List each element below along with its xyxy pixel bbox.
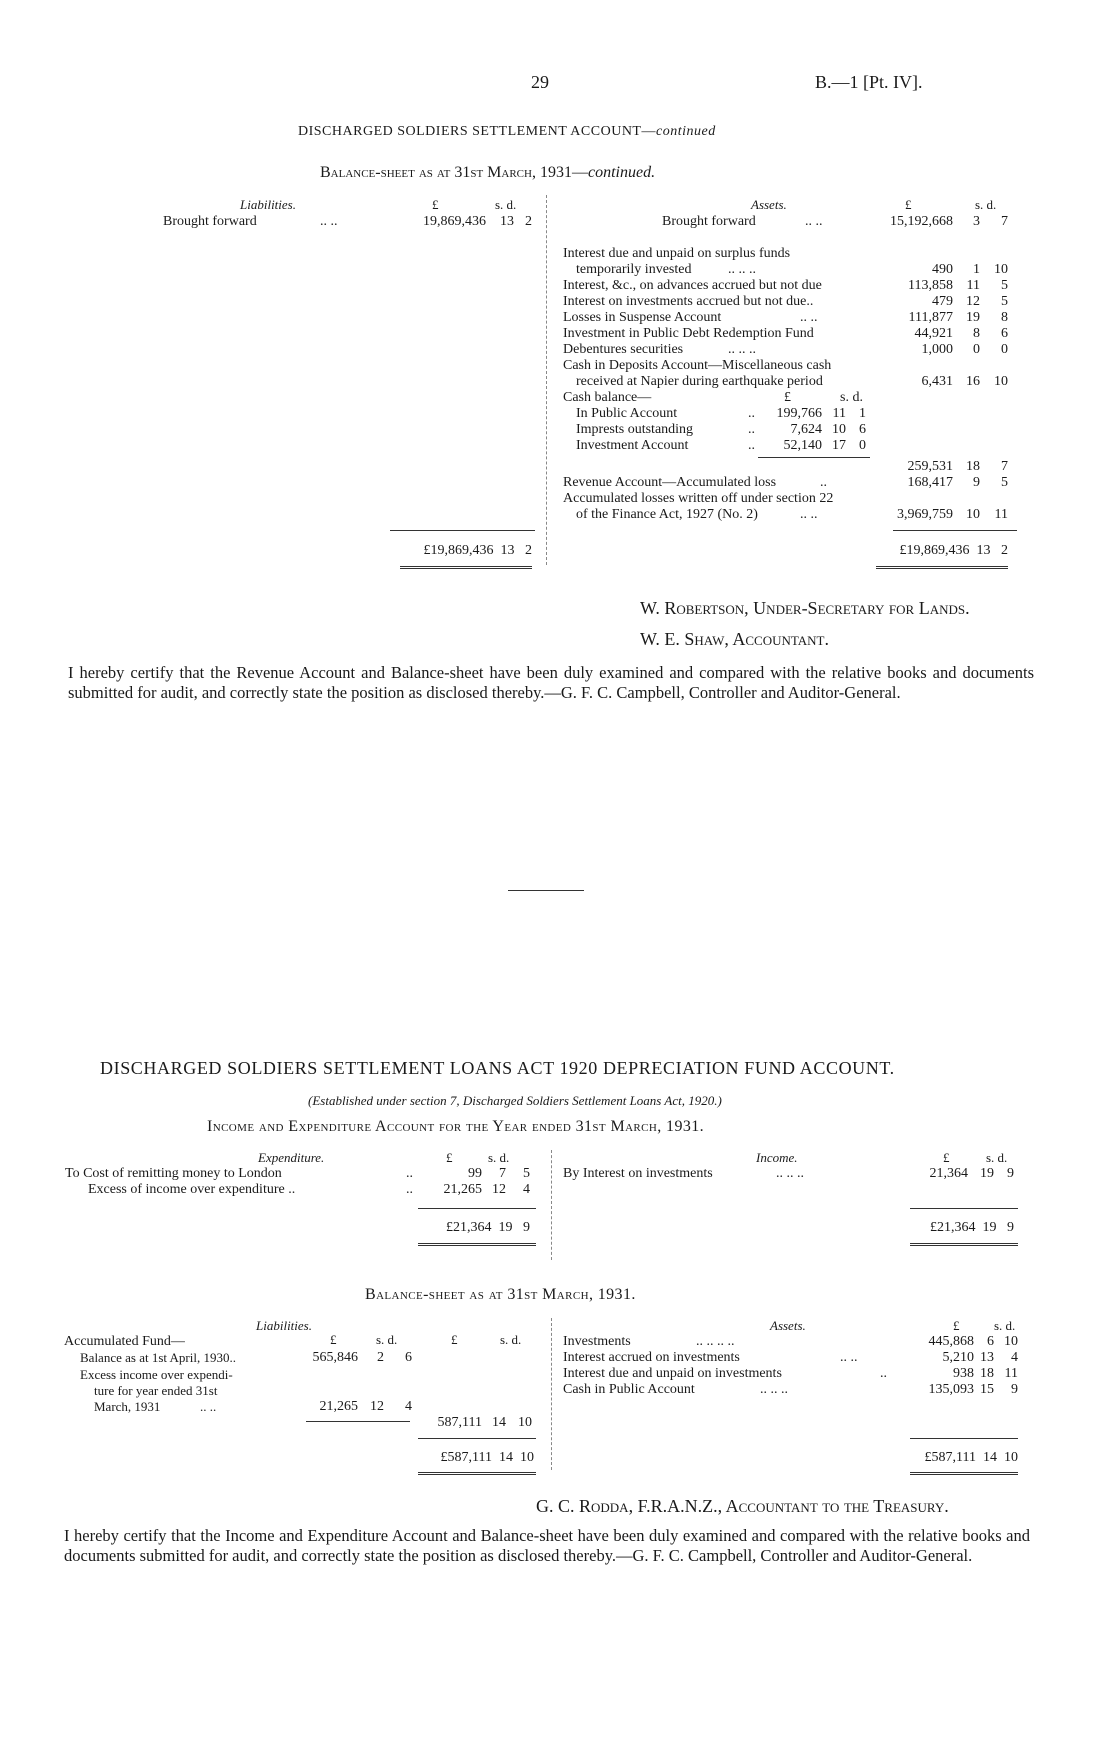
cash-item-s: 17 — [832, 438, 846, 453]
col-sd: s. d. — [975, 197, 997, 212]
asset-d: 11 — [1004, 1366, 1018, 1381]
balance-amount: 565,846 — [312, 1350, 358, 1365]
asset-label: Interest due and unpaid on surplus funds — [563, 246, 791, 261]
asset-label: Investment in Public Debt Redemption Fund — [563, 326, 814, 341]
asset-d: 10 — [994, 374, 1008, 389]
asset-label: Cash in Deposits Account—Miscellaneous cash — [563, 358, 832, 373]
cash-item-amount: 199,766 — [776, 406, 822, 421]
expenditure-total: £21,364 19 9 — [446, 1220, 530, 1235]
assets-total: £587,111 14 10 — [924, 1450, 1018, 1465]
asset-d: 9 — [1011, 1382, 1018, 1397]
asset-label: temporarily invested — [576, 262, 692, 277]
section1-title: DISCHARGED SOLDIERS SETTLEMENT ACCOUNT—continued — [298, 124, 716, 139]
cash-sd-heading: s. d. — [840, 390, 863, 405]
cash-item-label: In Public Account — [576, 406, 678, 421]
liabilities-heading: Liabilities. — [240, 197, 296, 212]
double-rule — [418, 1472, 536, 1475]
double-rule — [400, 566, 532, 569]
asset-amount: 15,192,668 — [890, 214, 953, 229]
dots: .. .. — [320, 214, 338, 229]
col-pound: £ — [330, 1332, 337, 1347]
asset-d: 4 — [1011, 1350, 1018, 1365]
certificate-2: I hereby certify that the Income and Expenditure Account and Balance-sheet have been duly examined and compared with the relative books and documents submitted for audit, and correctly state the position as disclosed thereby.—G. F. C. Campbell, Controller and Auditor-General. — [64, 1526, 1030, 1565]
asset-amount: 5,210 — [942, 1350, 974, 1365]
asset-amount: 111,877 — [908, 310, 953, 325]
accumulated-s: 10 — [966, 507, 980, 522]
section2-title: DISCHARGED SOLDIERS SETTLEMENT LOANS ACT 1920 DEPRECIATION FUND ACCOUNT. — [100, 1058, 895, 1078]
expenditure-d: 4 — [523, 1182, 530, 1197]
dots: .. — [406, 1166, 413, 1181]
col-sd: s. d. — [500, 1332, 522, 1347]
asset-label: received at Napier during earthquake period — [576, 374, 823, 389]
liabilities-total: £587,111 14 10 — [440, 1450, 534, 1465]
income-s: 19 — [980, 1166, 994, 1181]
asset-label: Interest on investments accrued but not due.. — [563, 294, 814, 309]
col-sd: s. d. — [994, 1318, 1016, 1333]
asset-amount: 135,093 — [928, 1382, 974, 1397]
liability-label: Brought forward — [163, 214, 257, 229]
asset-d: 10 — [994, 262, 1008, 277]
cash-item-s: 10 — [832, 422, 846, 437]
excess-line-2: ture for year ended 31st — [94, 1383, 218, 1398]
col-sd: s. d. — [488, 1150, 510, 1165]
asset-s: 18 — [980, 1366, 994, 1381]
liabilities-heading: Liabilities. — [256, 1318, 312, 1333]
subtotal-d: 10 — [518, 1415, 532, 1430]
balance-s: 2 — [377, 1350, 384, 1365]
dots: .. .. — [840, 1350, 858, 1365]
column-divider — [551, 1318, 552, 1470]
dots: .. — [748, 422, 755, 437]
asset-d: 10 — [1004, 1334, 1018, 1349]
signature-robertson: W. Robertson, Under-Secretary for Lands. — [640, 598, 970, 618]
asset-amount: 113,858 — [908, 278, 953, 293]
cash-subtotal-rule — [758, 457, 870, 458]
cash-total-s: 18 — [966, 459, 980, 474]
income-d: 9 — [1007, 1166, 1014, 1181]
income-expenditure-title: Income and Expenditure Account for the Year ended 31st March, 1931. — [207, 1118, 705, 1135]
liability-d: 2 — [525, 214, 532, 229]
cash-item-amount: 52,140 — [783, 438, 822, 453]
balance-label: Balance as at 1st April, 1930.. — [80, 1350, 236, 1365]
balance-d: 6 — [405, 1350, 412, 1365]
expenditure-s: 12 — [492, 1182, 506, 1197]
accumulated-label-1: Accumulated losses written off under section 22 — [563, 491, 834, 506]
double-rule — [418, 1243, 536, 1246]
asset-label: Interest accrued on investments — [563, 1350, 740, 1365]
total-rule — [390, 530, 535, 531]
asset-s: 0 — [973, 342, 980, 357]
dots: .. .. — [200, 1399, 217, 1414]
expenditure-heading: Expenditure. — [258, 1150, 325, 1165]
dots: .. .. .. — [760, 1382, 788, 1397]
double-rule — [876, 566, 1008, 569]
dots: .. — [406, 1182, 413, 1197]
cash-item-d: 6 — [859, 422, 866, 437]
established-note: (Established under section 7, Discharged Soldiers Settlement Loans Act, 1920.) — [308, 1093, 722, 1108]
assets-heading: Assets. — [770, 1318, 806, 1333]
dots: .. .. — [805, 214, 823, 229]
excess-d: 4 — [405, 1399, 412, 1414]
cash-item-label: Investment Account — [576, 438, 689, 453]
dots: .. .. .. — [728, 262, 756, 277]
dots: .. — [820, 475, 827, 490]
dots: .. .. .. — [728, 342, 756, 357]
excess-s: 12 — [370, 1399, 384, 1414]
signature-rodda: G. C. Rodda, F.R.A.N.Z., Accountant to the Treasury. — [536, 1496, 949, 1516]
balance-sheet-title: Balance-sheet as at 31st March, 1931. — [365, 1286, 636, 1303]
asset-d: 7 — [1001, 214, 1008, 229]
expenditure-label: Excess of income over expenditure .. — [88, 1182, 296, 1197]
total-rule — [418, 1438, 536, 1439]
subtotal-rule — [306, 1421, 410, 1422]
liabilities-total: £19,869,436 13 2 — [423, 543, 532, 558]
asset-d: 8 — [1001, 310, 1008, 325]
accumulated-amount: 3,969,759 — [897, 507, 953, 522]
total-rule — [418, 1208, 536, 1209]
expenditure-label: To Cost of remitting money to London — [65, 1166, 282, 1181]
subtotal-amount: 587,111 — [437, 1415, 482, 1430]
total-rule — [893, 530, 1017, 531]
asset-amount: 445,868 — [928, 1334, 974, 1349]
asset-amount: 44,921 — [914, 326, 953, 341]
col-pound: £ — [446, 1150, 453, 1165]
income-heading: Income. — [756, 1150, 798, 1165]
asset-amount: 6,431 — [921, 374, 953, 389]
asset-amount: 938 — [953, 1366, 974, 1381]
dots: .. — [880, 1366, 887, 1381]
asset-label: Interest, &c., on advances accrued but not due — [563, 278, 822, 293]
document-reference: B.—1 [Pt. IV]. — [815, 72, 923, 92]
accumulated-label-2: of the Finance Act, 1927 (No. 2) — [576, 507, 758, 522]
expenditure-amount: 21,265 — [443, 1182, 482, 1197]
cash-balance-label: Cash balance— — [563, 390, 652, 405]
asset-amount: 490 — [932, 262, 953, 277]
dots: .. — [748, 406, 755, 421]
income-amount: 21,364 — [929, 1166, 968, 1181]
asset-d: 6 — [1001, 326, 1008, 341]
col-pound: £ — [943, 1150, 950, 1165]
cash-total-d: 7 — [1001, 459, 1008, 474]
cash-item-amount: 7,624 — [790, 422, 822, 437]
cash-item-label: Imprests outstanding — [576, 422, 694, 437]
double-rule — [910, 1243, 1018, 1246]
cash-item-d: 0 — [859, 438, 866, 453]
col-pound: £ — [451, 1332, 458, 1347]
accumulated-d: 11 — [994, 507, 1008, 522]
excess-amount: 21,265 — [319, 1399, 358, 1414]
assets-heading: Assets. — [751, 197, 787, 212]
dots: .. .. — [800, 507, 818, 522]
asset-s: 6 — [987, 1334, 994, 1349]
asset-label: Debentures securities — [563, 342, 684, 357]
expenditure-d: 5 — [523, 1166, 530, 1181]
dots: .. — [748, 438, 755, 453]
asset-label: Cash in Public Account — [563, 1382, 695, 1397]
cash-pound-heading: £ — [784, 390, 791, 405]
asset-s: 8 — [973, 326, 980, 341]
section1-subtitle: Balance-sheet as at 31st March, 1931—continued. — [320, 164, 656, 181]
total-rule — [910, 1438, 1018, 1439]
asset-d: 0 — [1001, 342, 1008, 357]
col-sd: s. d. — [376, 1332, 398, 1347]
expenditure-amount: 99 — [468, 1166, 482, 1181]
total-rule — [910, 1208, 1018, 1209]
asset-s: 15 — [980, 1382, 994, 1397]
liability-amount: 19,869,436 — [423, 214, 486, 229]
asset-s: 13 — [980, 1350, 994, 1365]
income-label: By Interest on investments — [563, 1166, 713, 1181]
col-pound: £ — [953, 1318, 960, 1333]
subtotal-s: 14 — [492, 1415, 506, 1430]
excess-line-1: Excess income over expendi- — [80, 1367, 233, 1382]
signature-shaw: W. E. Shaw, Accountant. — [640, 629, 829, 649]
dots: .. .. .. — [776, 1166, 804, 1181]
income-total: £21,364 19 9 — [930, 1220, 1014, 1235]
asset-label: Investments — [563, 1334, 631, 1349]
double-rule — [910, 1472, 1018, 1475]
assets-total: £19,869,436 13 2 — [899, 543, 1008, 558]
asset-amount: 479 — [932, 294, 953, 309]
liability-s: 13 — [500, 214, 514, 229]
dots: .. .. .. .. — [696, 1334, 735, 1349]
section-separator — [508, 890, 584, 891]
asset-label: Brought forward — [662, 214, 756, 229]
col-sd: s. d. — [986, 1150, 1008, 1165]
expenditure-s: 7 — [499, 1166, 506, 1181]
revenue-amount: 168,417 — [907, 475, 953, 490]
asset-s: 3 — [973, 214, 980, 229]
revenue-d: 5 — [1001, 475, 1008, 490]
column-divider — [551, 1150, 552, 1260]
asset-label: Interest due and unpaid on investments — [563, 1366, 782, 1381]
excess-line-3: March, 1931 — [94, 1399, 161, 1414]
asset-amount: 1,000 — [921, 342, 953, 357]
column-divider — [546, 195, 547, 565]
fund-label: Accumulated Fund— — [64, 1334, 185, 1349]
col-sd: s. d. — [495, 197, 517, 212]
asset-d: 5 — [1001, 278, 1008, 293]
certificate-1: I hereby certify that the Revenue Account and Balance-sheet have been duly examined and compared with the relative books and documents submitted for audit, and correctly state the position as disclosed thereby.—G. F. C. Campbell, Controller and Auditor-General. — [68, 663, 1034, 702]
asset-s: 12 — [966, 294, 980, 309]
dots: .. .. — [800, 310, 818, 325]
asset-s: 16 — [966, 374, 980, 389]
asset-s: 1 — [973, 262, 980, 277]
cash-item-s: 11 — [832, 406, 846, 421]
col-pound: £ — [905, 197, 912, 212]
cash-total-amount: 259,531 — [907, 459, 953, 474]
col-pound: £ — [432, 197, 439, 212]
page-number: 29 — [531, 72, 549, 92]
asset-s: 11 — [966, 278, 980, 293]
asset-s: 19 — [966, 310, 980, 325]
cash-item-d: 1 — [859, 406, 866, 421]
revenue-label: Revenue Account—Accumulated loss — [563, 475, 777, 490]
revenue-s: 9 — [973, 475, 980, 490]
asset-label: Losses in Suspense Account — [563, 310, 722, 325]
asset-d: 5 — [1001, 294, 1008, 309]
